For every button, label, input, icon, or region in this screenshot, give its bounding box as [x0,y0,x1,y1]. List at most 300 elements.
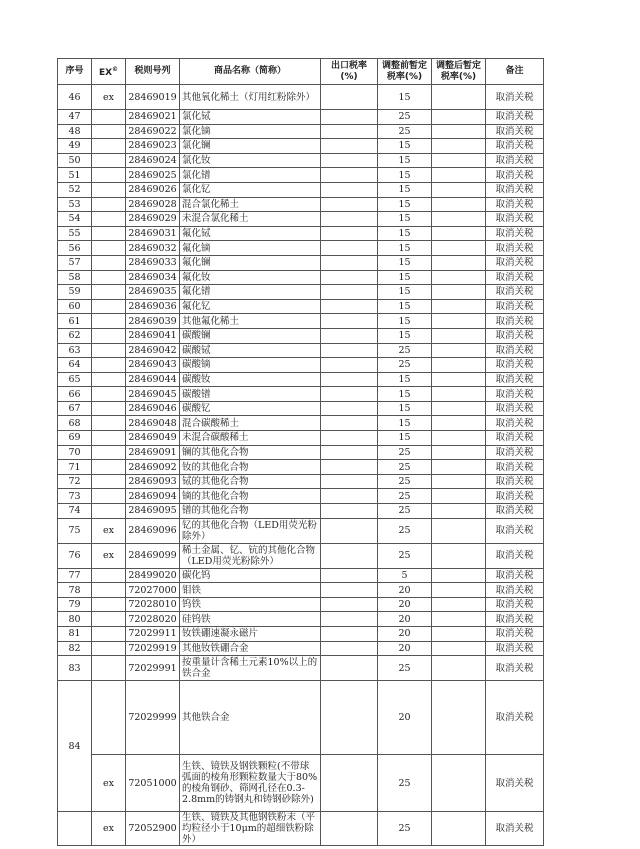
cell-after [432,124,486,139]
cell-code: 28469034 [126,270,180,285]
table-row [58,343,544,358]
table-row [58,387,544,402]
cell-export-rate [321,270,378,285]
cell-ex [92,270,126,285]
cell-before: 25 [378,812,432,846]
cell-export-rate [321,182,378,197]
cell-note: 取消关税 [486,314,544,329]
cell-after [432,812,486,846]
table-row [58,568,544,583]
cell-export-rate [321,431,378,446]
cell-code: 28469094 [126,489,180,504]
cell-name: 钨铁 [180,597,321,612]
cell-ex [92,358,126,373]
table-row [58,641,544,656]
table-row [58,431,544,446]
cell-after [432,255,486,270]
cell-export-rate [321,543,378,568]
cell-note: 取消关税 [486,416,544,431]
table-row [58,124,544,139]
cell-note: 取消关税 [486,328,544,343]
header-note: 备注 [486,59,544,85]
tariff-table [57,58,544,846]
cell-seq: 51 [58,168,92,183]
cell-ex [92,583,126,598]
cell-code: 28469023 [126,139,180,154]
cell-seq: 59 [58,285,92,300]
table-row [58,182,544,197]
cell-name: 氯化镨 [180,168,321,183]
cell-ex [92,401,126,416]
cell-before: 15 [378,328,432,343]
cell-note: 取消关税 [486,85,544,110]
cell-name: 碳酸钕 [180,372,321,387]
table-row [58,110,544,125]
cell-before: 15 [378,255,432,270]
cell-name: 碳酸镨 [180,387,321,402]
table-row [58,474,544,489]
table-row [58,197,544,212]
cell-ex [92,656,126,681]
cell-ex [92,226,126,241]
cell-before: 25 [378,445,432,460]
cell-before: 20 [378,612,432,627]
cell-export-rate [321,285,378,300]
cell-name: 其他铁合金 [180,681,321,755]
cell-export-rate [321,627,378,642]
cell-after [432,641,486,656]
cell-code: 28469092 [126,460,180,475]
cell-note: 取消关税 [486,656,544,681]
cell-export-rate [321,85,378,110]
header-ex-sup: © [112,66,119,73]
cell-seq: 63 [58,343,92,358]
cell-export-rate [321,212,378,227]
cell-seq: 73 [58,489,92,504]
cell-after [432,612,486,627]
cell-export-rate [321,299,378,314]
cell-ex [92,489,126,504]
cell-note: 取消关税 [486,641,544,656]
cell-export-rate [321,445,378,460]
cell-before: 15 [378,270,432,285]
cell-seq: 52 [58,182,92,197]
cell-code: 72027000 [126,583,180,598]
header-row [58,59,544,85]
cell-after [432,755,486,812]
cell-before: 15 [378,197,432,212]
cell-after [432,343,486,358]
cell-after [432,387,486,402]
cell-export-rate [321,474,378,489]
cell-note: 取消关税 [486,445,544,460]
cell-before: 20 [378,681,432,755]
cell-after [432,270,486,285]
header-code: 税则号列 [126,59,180,85]
cell-code: 28469028 [126,197,180,212]
cell-ex [92,504,126,519]
cell-name: 氟化镨 [180,285,321,300]
cell-after [432,285,486,300]
cell-after [432,197,486,212]
cell-name: 镨的其他化合物 [180,504,321,519]
table-row [58,270,544,285]
cell-note: 取消关税 [486,489,544,504]
cell-export-rate [321,489,378,504]
cell-name: 氯化钕 [180,153,321,168]
cell-note: 取消关税 [486,343,544,358]
cell-note: 取消关税 [486,285,544,300]
cell-export-rate [321,401,378,416]
cell-after [432,358,486,373]
cell-export-rate [321,153,378,168]
table-row [58,168,544,183]
cell-after [432,489,486,504]
cell-seq: 72 [58,474,92,489]
table-row [58,241,544,256]
cell-after [432,372,486,387]
cell-after [432,212,486,227]
cell-ex [92,681,126,755]
cell-name: 碳酸铽 [180,343,321,358]
cell-name: 碳酸镧 [180,328,321,343]
cell-seq: 80 [58,612,92,627]
table-row [58,226,544,241]
cell-export-rate [321,681,378,755]
cell-seq: 48 [58,124,92,139]
cell-name: 钇的其他化合物（LED用荧光粉除外） [180,518,321,543]
table-row [58,212,544,227]
cell-ex [92,612,126,627]
cell-export-rate [321,812,378,846]
cell-before: 15 [378,431,432,446]
cell-code: 72052900 [126,812,180,846]
cell-before: 15 [378,387,432,402]
cell-code: 28469049 [126,431,180,446]
cell-after [432,431,486,446]
cell-before: 20 [378,597,432,612]
cell-ex [92,168,126,183]
cell-code: 72028020 [126,612,180,627]
cell-before: 20 [378,583,432,598]
cell-seq: 69 [58,431,92,446]
cell-export-rate [321,314,378,329]
cell-ex [92,212,126,227]
cell-after [432,627,486,642]
cell-note: 取消关税 [486,504,544,519]
cell-after [432,139,486,154]
cell-code: 72051000 [126,755,180,812]
cell-export-rate [321,597,378,612]
cell-code: 28469096 [126,518,180,543]
cell-name: 其他氟化稀土 [180,314,321,329]
cell-name: 混合碳酸稀土 [180,416,321,431]
cell-after [432,416,486,431]
cell-export-rate [321,343,378,358]
cell-note: 取消关税 [486,755,544,812]
cell-note: 取消关税 [486,241,544,256]
cell-after [432,168,486,183]
cell-before: 25 [378,489,432,504]
cell-after [432,597,486,612]
cell-note: 取消关税 [486,110,544,125]
cell-before: 15 [378,139,432,154]
cell-name: 硅钨铁 [180,612,321,627]
cell-seq: 83 [58,656,92,681]
cell-export-rate [321,328,378,343]
table-row [58,504,544,519]
cell-export-rate [321,226,378,241]
cell-after [432,583,486,598]
cell-after [432,445,486,460]
cell-export-rate [321,656,378,681]
cell-code: 72029991 [126,656,180,681]
cell-export-rate [321,372,378,387]
cell-ex [92,328,126,343]
cell-seq: 55 [58,226,92,241]
cell-before: 25 [378,110,432,125]
cell-name: 钼铁 [180,583,321,598]
cell-seq: 65 [58,372,92,387]
cell-seq: 74 [58,504,92,519]
cell-export-rate [321,568,378,583]
cell-export-rate [321,139,378,154]
cell-name: 氯化铽 [180,110,321,125]
cell-after [432,182,486,197]
cell-code: 28469046 [126,401,180,416]
cell-note: 取消关税 [486,197,544,212]
cell-export-rate [321,460,378,475]
table-row [58,285,544,300]
cell-name: 镝的其他化合物 [180,489,321,504]
cell-note: 取消关税 [486,358,544,373]
cell-export-rate [321,755,378,812]
cell-before: 15 [378,212,432,227]
cell-before: 15 [378,168,432,183]
cell-name: 生铁、镜铁及其他钢铁粉末（平均粒径小于10μm的超细铁粉除外） [180,812,321,846]
cell-name: 铽的其他化合物 [180,474,321,489]
table-row [58,627,544,642]
cell-before: 15 [378,285,432,300]
cell-before: 15 [378,299,432,314]
cell-ex [92,372,126,387]
cell-code: 28469099 [126,543,180,568]
cell-code: 72029999 [126,681,180,755]
cell-ex [92,182,126,197]
cell-seq: 75 [58,518,92,543]
cell-seq: 53 [58,197,92,212]
cell-code: 28469048 [126,416,180,431]
cell-seq: 81 [58,627,92,642]
cell-code: 28469043 [126,358,180,373]
cell-note: 取消关税 [486,583,544,598]
cell-name: 氯化镝 [180,124,321,139]
table-row [58,139,544,154]
cell-before: 25 [378,518,432,543]
cell-export-rate [321,504,378,519]
table-row [58,328,544,343]
cell-seq: 82 [58,641,92,656]
cell-name: 生铁、镜铁及钢铁颗粒(不带球弧面的棱角形颗粒数量大于80%的棱角钢砂、筛网孔径在0.3-2.8mm的铸钢丸和铸钢砂除外) [180,755,321,812]
cell-after [432,328,486,343]
cell-name: 氟化镧 [180,255,321,270]
cell-after [432,110,486,125]
table-row [58,518,544,543]
cell-export-rate [321,583,378,598]
cell-note: 取消关税 [486,612,544,627]
cell-after [432,474,486,489]
cell-note: 取消关税 [486,460,544,475]
cell-ex [92,416,126,431]
cell-seq: 71 [58,460,92,475]
table-row [58,299,544,314]
cell-name: 未混合碳酸稀土 [180,431,321,446]
cell-note: 取消关税 [486,543,544,568]
cell-code: 28469093 [126,474,180,489]
cell-before: 15 [378,226,432,241]
cell-seq: 54 [58,212,92,227]
table-row [58,583,544,598]
cell-export-rate [321,110,378,125]
cell-seq: 62 [58,328,92,343]
table-row [58,314,544,329]
cell-ex [92,474,126,489]
cell-code: 28469022 [126,124,180,139]
cell-before: 15 [378,401,432,416]
cell-export-rate [321,168,378,183]
cell-code: 28499020 [126,568,180,583]
cell-name: 按重量计含稀土元素10%以上的铁合金 [180,656,321,681]
cell-seq: 70 [58,445,92,460]
cell-after [432,568,486,583]
cell-note: 取消关税 [486,568,544,583]
cell-ex [92,431,126,446]
cell-seq: 78 [58,583,92,598]
cell-export-rate [321,124,378,139]
cell-ex [92,314,126,329]
cell-export-rate [321,255,378,270]
table-row [58,445,544,460]
cell-export-rate [321,358,378,373]
cell-name: 稀土金属、钇、钪的其他化合物（LED用荧光粉除外） [180,543,321,568]
cell-ex [92,641,126,656]
cell-before: 25 [378,343,432,358]
cell-seq: 67 [58,401,92,416]
cell-note: 取消关税 [486,182,544,197]
cell-seq: 57 [58,255,92,270]
cell-after [432,656,486,681]
cell-after [432,226,486,241]
cell-code: 28469045 [126,387,180,402]
cell-seq [58,812,92,846]
cell-note: 取消关税 [486,153,544,168]
cell-seq: 66 [58,387,92,402]
cell-before: 15 [378,314,432,329]
cell-ex: ex [92,85,126,110]
cell-code: 28469019 [126,85,180,110]
table-row [58,489,544,504]
cell-code: 28469025 [126,168,180,183]
cell-ex [92,343,126,358]
cell-code: 72029911 [126,627,180,642]
cell-before: 25 [378,656,432,681]
cell-before: 15 [378,153,432,168]
cell-before: 25 [378,124,432,139]
cell-name: 钕铁硼速凝永磁片 [180,627,321,642]
cell-after [432,153,486,168]
cell-before: 25 [378,543,432,568]
cell-name: 镧的其他化合物 [180,445,321,460]
cell-before: 20 [378,641,432,656]
cell-note: 取消关税 [486,627,544,642]
cell-after [432,314,486,329]
cell-after [432,460,486,475]
cell-note: 取消关税 [486,139,544,154]
cell-export-rate [321,197,378,212]
cell-note: 取消关税 [486,681,544,755]
cell-name: 碳化钨 [180,568,321,583]
table-row [58,681,544,755]
cell-seq: 77 [58,568,92,583]
cell-code: 28469036 [126,299,180,314]
cell-export-rate [321,612,378,627]
cell-after [432,518,486,543]
cell-code: 28469039 [126,314,180,329]
cell-after [432,85,486,110]
cell-code: 28469024 [126,153,180,168]
cell-after [432,299,486,314]
cell-note: 取消关税 [486,255,544,270]
cell-note: 取消关税 [486,387,544,402]
cell-seq: 46 [58,85,92,110]
cell-ex [92,387,126,402]
cell-export-rate [321,518,378,543]
cell-code: 28469032 [126,241,180,256]
table-row [58,255,544,270]
cell-ex [92,445,126,460]
cell-code: 28469041 [126,328,180,343]
cell-code: 28469044 [126,372,180,387]
cell-ex [92,460,126,475]
table-row [58,416,544,431]
cell-seq: 50 [58,153,92,168]
cell-seq: 76 [58,543,92,568]
cell-name: 混合氯化稀土 [180,197,321,212]
table-row [58,358,544,373]
table-row [58,543,544,568]
cell-ex: ex [92,543,126,568]
cell-seq: 49 [58,139,92,154]
cell-after [432,543,486,568]
cell-code: 28469095 [126,504,180,519]
table-row [58,755,544,812]
cell-ex [92,299,126,314]
cell-ex [92,139,126,154]
cell-ex [92,241,126,256]
cell-name: 其他氧化稀土（灯用红粉除外） [180,85,321,110]
table-row [58,812,544,846]
cell-ex: ex [92,812,126,846]
cell-code: 28469029 [126,212,180,227]
cell-ex [92,568,126,583]
cell-name: 碳酸钇 [180,401,321,416]
header-after-rate: 调整后暂定 税率(%) [432,59,486,85]
cell-code: 28469035 [126,285,180,300]
cell-note: 取消关税 [486,168,544,183]
cell-note: 取消关税 [486,212,544,227]
cell-export-rate [321,387,378,402]
cell-code: 28469031 [126,226,180,241]
